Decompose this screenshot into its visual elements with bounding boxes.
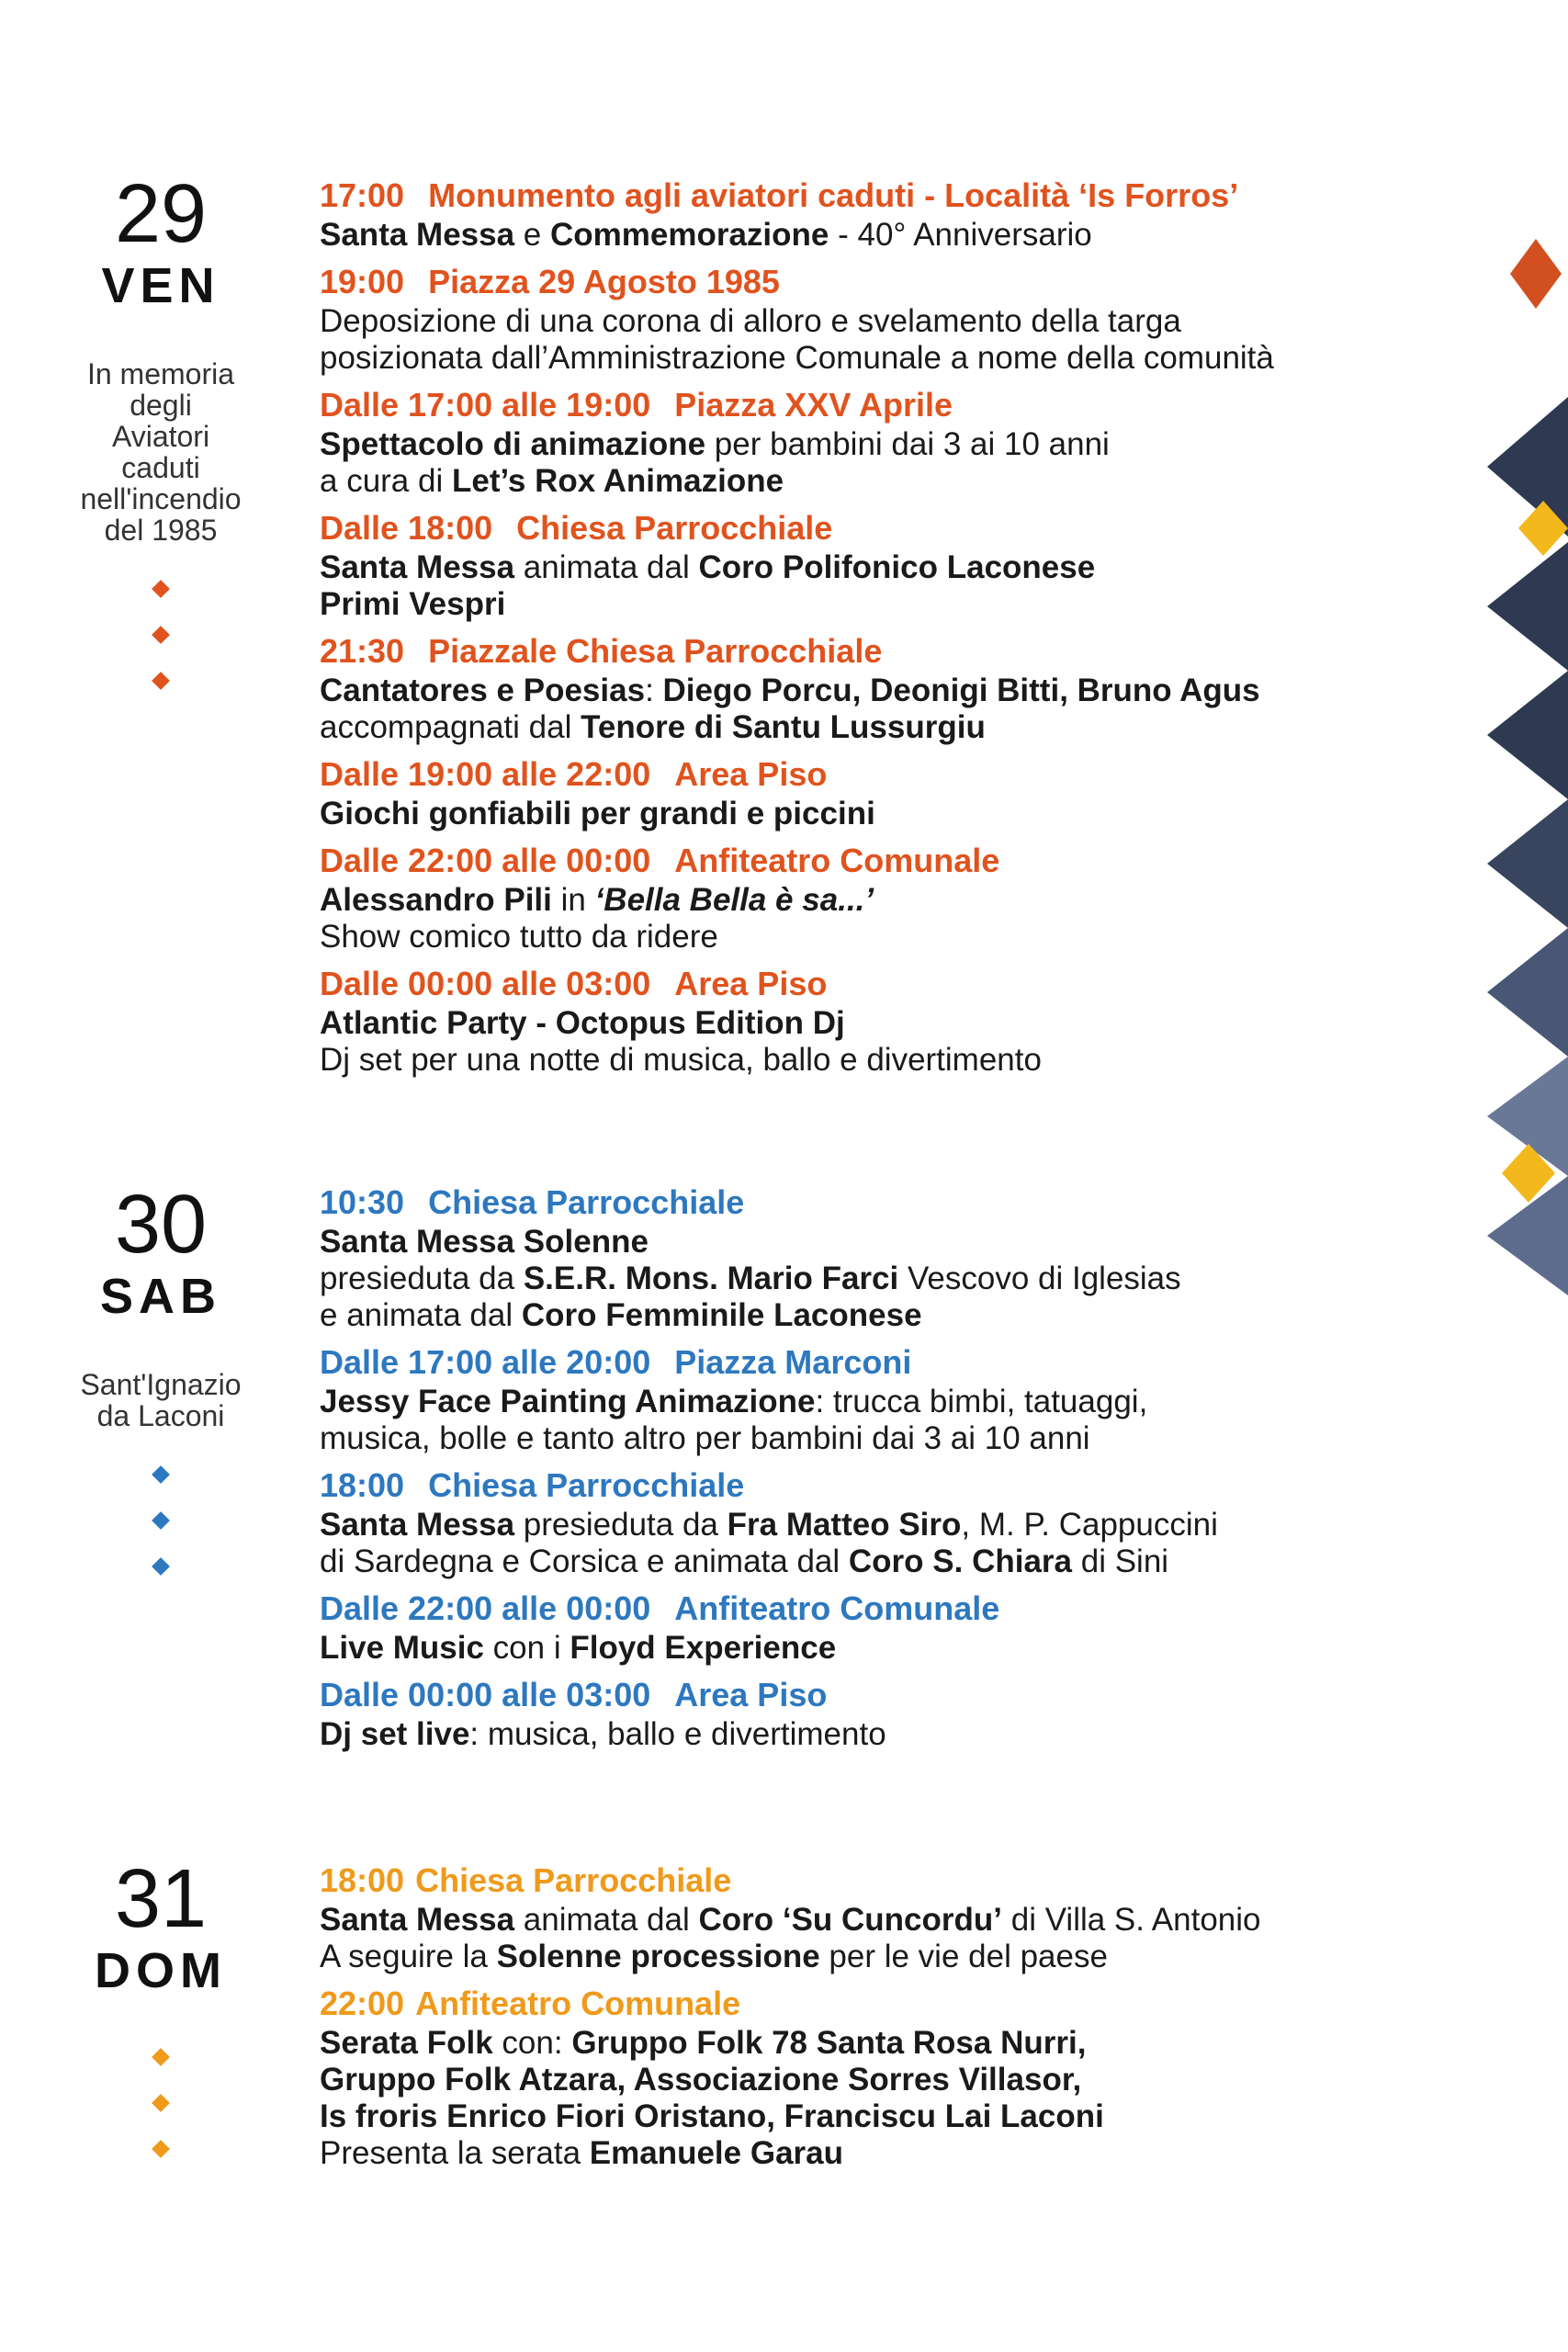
event-description-line (320, 1902, 1459, 1939)
bold-text: Giochi gonfiabili per grandi e piccini (320, 796, 875, 831)
event-time: Dalle 00:00 alle 03:00 (320, 1676, 651, 1713)
event-place: Chiesa Parrocchiale (428, 1183, 745, 1221)
event-header (320, 1860, 1459, 1902)
text: con: (492, 2025, 572, 2061)
diamond-icon (152, 2140, 170, 2158)
event-description-line (320, 1261, 1459, 1297)
event-description-line (320, 426, 1459, 463)
bold-text: Dj set live (320, 1716, 470, 1752)
diamond-icon (152, 672, 170, 690)
event-item (320, 630, 1459, 746)
event-time: Dalle 00:00 alle 03:00 (320, 965, 651, 1002)
text: di Villa S. Antonio (1002, 1902, 1261, 1938)
bold-text: Spettacolo di animazione (320, 426, 706, 462)
event-header (320, 1983, 1459, 2025)
text: Deposizione di una corona di alloro e svelamento della targa (320, 303, 1181, 339)
decorative-triangles (1467, 0, 1568, 2352)
bold-text: Santa Messa (320, 1902, 515, 1938)
bold-text: Santa Messa (320, 549, 515, 585)
event-time: Dalle 17:00 alle 20:00 (320, 1343, 651, 1381)
event-description-line (320, 1297, 1459, 1334)
event-description-line (320, 1507, 1459, 1544)
event-header (320, 753, 1459, 796)
text: accompagnati dal (320, 709, 581, 745)
event-header (320, 1674, 1459, 1716)
day-name: SAB (99, 1269, 221, 1324)
text: e (514, 217, 550, 253)
bold-text: Santa Messa (320, 1507, 515, 1543)
event-description-line (320, 2135, 1459, 2172)
event-item (320, 840, 1459, 956)
event-item (320, 384, 1459, 500)
text: presieduta da (320, 1261, 524, 1296)
text: musica, bolle e tanto altro per bambini dai 3 ai 10 anni (320, 1420, 1090, 1456)
text: animata dal (514, 1902, 699, 1938)
event-time: 22:00 (320, 1984, 405, 2022)
text: Show comico tutto da ridere (320, 919, 718, 955)
slate-triangle-icon (1487, 928, 1568, 1057)
event-header (320, 963, 1459, 1005)
navy-triangle-icon (1487, 671, 1568, 799)
event-item (320, 1588, 1459, 1667)
event-place: Area Piso (674, 965, 828, 1002)
diamond-icon (152, 2094, 170, 2112)
event-description-line (320, 2098, 1459, 2135)
day-name: DOM (95, 1943, 227, 1998)
text: Vescovo di Iglesias (898, 1261, 1181, 1296)
event-description-line (320, 1420, 1459, 1457)
day-29-events (320, 175, 1459, 1086)
event-description-line (320, 586, 1459, 623)
event-place: Area Piso (674, 1676, 828, 1713)
orange-diamond-icon (1510, 239, 1562, 309)
day-number: 30 (114, 1179, 208, 1271)
event-description-line (320, 1630, 1459, 1667)
event-header (320, 261, 1459, 303)
bold-text: Live Music (320, 1630, 484, 1666)
event-place: Piazza Marconi (674, 1343, 912, 1381)
event-item (320, 1674, 1459, 1753)
event-description-line (320, 1716, 1459, 1753)
bold-text: Is froris Enrico Fiori Oristano, Franciscu Lai Laconi (320, 2098, 1104, 2134)
event-time: Dalle 17:00 alle 19:00 (320, 386, 651, 424)
bold-text: S.E.R. Mons. Mario Farci (523, 1261, 899, 1296)
event-item (320, 261, 1459, 377)
event-header (320, 840, 1459, 882)
event-place: Anfiteatro Comunale (674, 842, 1000, 879)
text: , M. P. Cappuccini (961, 1507, 1218, 1543)
event-description-line (320, 882, 1459, 919)
event-item (320, 753, 1459, 832)
event-description-line (320, 549, 1459, 586)
event-header (320, 630, 1459, 673)
event-description-line (320, 1042, 1459, 1079)
event-time: 18:00 (320, 1466, 405, 1504)
text: con i (483, 1630, 570, 1666)
text: : trucca bimbi, tatuaggi, (815, 1384, 1148, 1419)
text: : (645, 673, 663, 708)
event-place: Chiesa Parrocchiale (428, 1466, 745, 1504)
event-time: Dalle 19:00 alle 22:00 (320, 755, 651, 793)
event-header (320, 507, 1459, 549)
event-place: Area Piso (674, 755, 828, 793)
bold-text: Alessandro Pili (320, 882, 552, 918)
bold-text: Cantatores e Poesias (320, 673, 646, 708)
text: posizionata dall’Amministrazione Comunale a nome della comunità (320, 340, 1274, 376)
event-description-line (320, 673, 1459, 709)
bold-text: Coro S. Chiara (848, 1544, 1073, 1579)
diamond-bullets (37, 2051, 285, 2155)
event-description-line (320, 1939, 1459, 1975)
bold-text: ‘Bella Bella è sa...’ (594, 882, 874, 918)
event-description-line (320, 1224, 1459, 1261)
text: : musica, ballo e divertimento (469, 1716, 886, 1752)
event-time: 21:30 (320, 632, 405, 670)
event-description-line (320, 709, 1459, 746)
event-header (320, 384, 1459, 426)
event-place: Chiesa Parrocchiale (415, 1861, 732, 1899)
diamond-icon (152, 1511, 170, 1530)
text: e animata dal (320, 1297, 522, 1333)
event-place: Piazzale Chiesa Parrocchiale (428, 632, 883, 670)
event-description-line (320, 1384, 1459, 1420)
text: A seguire la (320, 1939, 497, 1974)
bold-text: Emanuele Garau (589, 2135, 844, 2171)
event-place: Monumento agli aviatori caduti - Località ‘Is Forros’ (428, 176, 1239, 214)
event-time: Dalle 18:00 (320, 509, 493, 547)
text: per bambini dai 3 ai 10 anni (705, 426, 1110, 462)
bold-text: Primi Vespri (320, 586, 506, 622)
text: a cura di (320, 463, 452, 499)
day-30-events (320, 1182, 1459, 1760)
text: - 40° Anniversario (829, 217, 1092, 253)
bold-text: Solenne processione (496, 1939, 820, 1974)
bold-text: Santa Messa (320, 217, 515, 253)
bold-text: Gruppo Folk 78 Santa Rosa Nurri, (571, 2025, 1087, 2061)
event-place: Anfiteatro Comunale (415, 1984, 741, 2022)
bold-text: Serata Folk (320, 2025, 493, 2061)
event-description-line (320, 463, 1459, 500)
bold-text: Santa Messa Solenne (320, 1224, 649, 1260)
event-description-line (320, 2025, 1459, 2062)
event-description-line (320, 217, 1459, 254)
event-description-line (320, 303, 1459, 340)
text: Presenta la serata (320, 2135, 590, 2171)
event-header (320, 1464, 1459, 1507)
bold-text: Floyd Experience (570, 1630, 837, 1666)
event-item (320, 175, 1459, 254)
navy-triangle-icon (1487, 542, 1568, 671)
event-description-line (320, 1005, 1459, 1042)
event-time: 18:00 (320, 1861, 405, 1899)
day-29-column (37, 168, 285, 720)
text: in (551, 882, 595, 918)
diamond-icon (152, 2048, 170, 2066)
text: presieduta da (514, 1507, 728, 1543)
event-item (320, 963, 1459, 1079)
text: per le vie del paese (819, 1939, 1108, 1974)
bold-text: Coro Polifonico Laconese (698, 549, 1096, 585)
bold-text: Tenore di Santu Lussurgiu (581, 709, 986, 745)
event-place: Piazza XXV Aprile (674, 386, 953, 424)
day-name: VEN (101, 258, 220, 313)
event-item (320, 507, 1459, 623)
bold-text: Let’s Rox Animazione (451, 463, 784, 499)
bold-text: Jessy Face Painting Animazione (320, 1384, 816, 1419)
diamond-icon (152, 1465, 170, 1484)
event-description-line (320, 2062, 1459, 2098)
event-item (320, 1860, 1459, 1975)
event-description-line (320, 919, 1459, 956)
diamond-icon (152, 1557, 170, 1576)
bold-text: Fra Matteo Siro (727, 1507, 962, 1543)
event-item (320, 1464, 1459, 1580)
event-header (320, 1182, 1459, 1224)
text: Dj set per una notte di musica, ballo e divertimento (320, 1042, 1042, 1078)
day-note: In memoria degli Aviatori caduti nell'incendio del 1985 (80, 357, 242, 547)
day-31-events (320, 1860, 1459, 2179)
event-place: Anfiteatro Comunale (674, 1589, 1000, 1627)
event-header (320, 1341, 1459, 1384)
text: di Sardegna e Corsica e animata dal (320, 1544, 849, 1579)
event-description-line (320, 340, 1459, 377)
event-item (320, 1341, 1459, 1457)
event-description-line (320, 796, 1459, 832)
bold-text: Gruppo Folk Atzara, Associazione Sorres Villasor, (320, 2062, 1082, 2098)
event-description-line (320, 1544, 1459, 1580)
event-header (320, 1588, 1459, 1630)
event-time: 19:00 (320, 263, 405, 300)
event-item (320, 1182, 1459, 1334)
bold-text: Commemorazione (549, 217, 829, 253)
text: animata dal (514, 549, 699, 585)
diamond-bullets (37, 582, 285, 687)
bold-text: Diego Porcu, Deonigi Bitti, Bruno Agus (662, 673, 1260, 708)
event-time: 10:30 (320, 1183, 405, 1221)
event-place: Chiesa Parrocchiale (516, 509, 833, 547)
event-place: Piazza 29 Agosto 1985 (428, 263, 780, 300)
event-time: 17:00 (320, 176, 405, 214)
event-item (320, 1983, 1459, 2172)
diamond-bullets (37, 1468, 285, 1573)
event-header (320, 175, 1459, 217)
bold-text: Atlantic Party - Octopus Edition Dj (320, 1005, 845, 1041)
text: di Sini (1072, 1544, 1169, 1579)
bold-text: Coro ‘Su Cuncordu’ (698, 1902, 1003, 1938)
day-number: 29 (114, 168, 208, 260)
navy-triangle-icon (1487, 799, 1568, 928)
day-number: 31 (114, 1853, 208, 1945)
diamond-icon (152, 626, 170, 644)
day-note: Sant'Ignazio da Laconi (80, 1368, 242, 1432)
event-time: Dalle 22:00 alle 00:00 (320, 1589, 651, 1627)
diamond-icon (152, 580, 170, 598)
event-time: Dalle 22:00 alle 00:00 (320, 842, 651, 879)
bold-text: Coro Femminile Laconese (521, 1297, 922, 1333)
day-30-column (37, 1179, 285, 1606)
day-31-column (37, 1853, 285, 2188)
